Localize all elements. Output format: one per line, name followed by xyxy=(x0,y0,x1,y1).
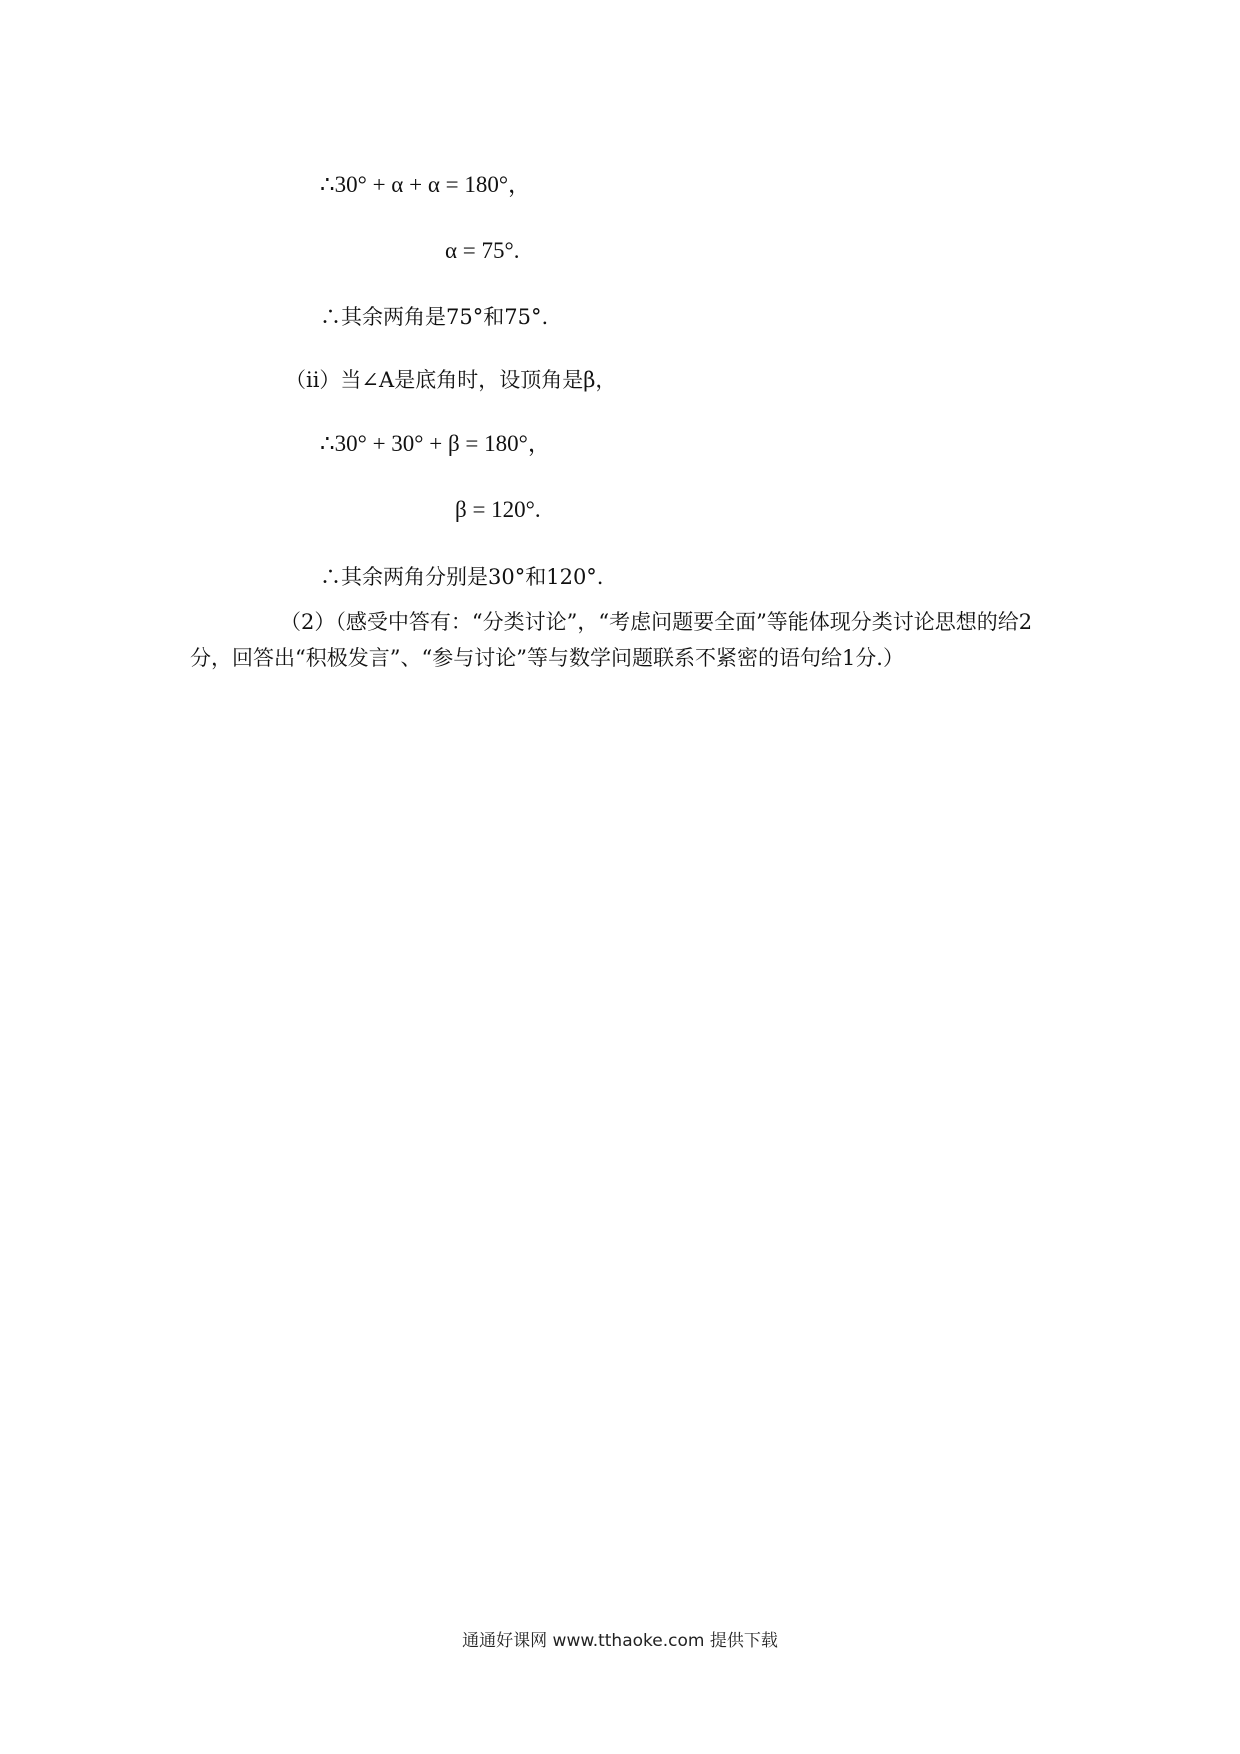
conclusion-case-2: ∴其余两角分别是30°和120°. xyxy=(320,565,604,589)
equation-alpha-value: α = 75°. xyxy=(445,238,520,263)
equation-beta-value: β = 120°. xyxy=(455,497,541,522)
case-2-heading: （ii）当∠A是底角时，设顶角是β， xyxy=(285,368,617,392)
equation-beta-sum: ∴30° + 30° + β = 180°， xyxy=(320,431,551,456)
equation-alpha-sum: ∴30° + α + α = 180°， xyxy=(320,172,532,197)
footer-source-text: 通通好课网 www.tthaoke.com 提供下载 xyxy=(462,1631,778,1651)
part-2-grading-note: （2）（感受中答有：“分类讨论”，“考虑问题要全面”等能体现分类讨论思想的给2分，回答出“积极发言”、“参与讨论”等与数学问题联系不紧密的语句给1分.） xyxy=(190,610,1033,670)
conclusion-case-1: ∴其余两角是75°和75°. xyxy=(320,305,549,329)
